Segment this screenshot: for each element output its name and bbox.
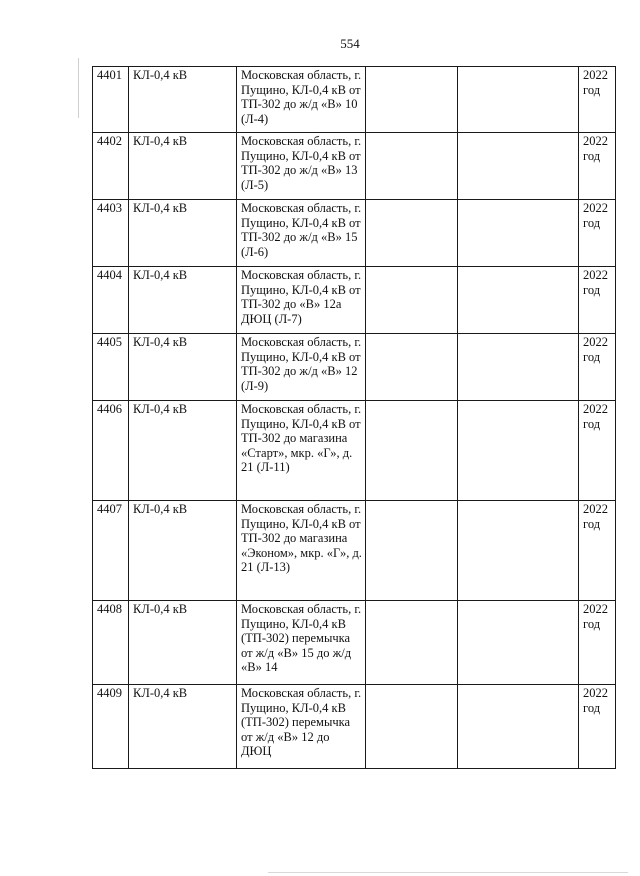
row-number: 4406 [93, 401, 129, 501]
empty-cell [366, 501, 458, 601]
empty-cell [458, 133, 579, 200]
empty-cell [458, 501, 579, 601]
year-cell: 2022 год [579, 267, 616, 334]
object-name: КЛ-0,4 кВ [129, 401, 237, 501]
object-name: КЛ-0,4 кВ [129, 601, 237, 685]
row-number: 4405 [93, 334, 129, 401]
table-row [93, 501, 616, 601]
row-number: 4401 [93, 67, 129, 133]
table-row [93, 200, 616, 267]
object-name: КЛ-0,4 кВ [129, 267, 237, 334]
table-row [93, 401, 616, 501]
object-address: Московская область, г. Пущино, КЛ-0,4 кВ (ТП-302) перемычка от ж/д «В» 15 до ж/д «В» 14 [237, 601, 366, 685]
object-address: Московская область, г. Пущино, КЛ-0,4 кВ от ТП-302 до магазина «Эконом», мкр. «Г», д. 21 (Л-13) [237, 501, 366, 601]
object-name: КЛ-0,4 кВ [129, 501, 237, 601]
empty-cell [458, 601, 579, 685]
row-number: 4403 [93, 200, 129, 267]
table-row [93, 334, 616, 401]
empty-cell [458, 67, 579, 133]
year-cell: 2022 год [579, 200, 616, 267]
empty-cell [366, 334, 458, 401]
year-cell: 2022 год [579, 401, 616, 501]
row-number: 4402 [93, 133, 129, 200]
object-address: Московская область, г. Пущино, КЛ-0,4 кВ от ТП-302 до ж/д «В» 13 (Л-5) [237, 133, 366, 200]
year-cell: 2022 год [579, 334, 616, 401]
page-number: 554 [340, 36, 360, 51]
empty-cell [458, 685, 579, 769]
row-number: 4404 [93, 267, 129, 334]
table-row [93, 67, 616, 133]
object-name: КЛ-0,4 кВ [129, 67, 237, 133]
table-row [93, 267, 616, 334]
object-address: Московская область, г. Пущино, КЛ-0,4 кВ (ТП-302) перемычка от ж/д «В» 12 до ДЮЦ [237, 685, 366, 769]
empty-cell [366, 267, 458, 334]
object-address: Московская область, г. Пущино, КЛ-0,4 кВ от ТП-302 до ж/д «В» 12 (Л-9) [237, 334, 366, 401]
year-cell: 2022 год [579, 133, 616, 200]
object-address: Московская область, г. Пущино, КЛ-0,4 кВ от ТП-302 до магазина «Старт», мкр. «Г», д. 21 (Л-11) [237, 401, 366, 501]
table-row [93, 133, 616, 200]
empty-cell [366, 200, 458, 267]
year-cell: 2022 год [579, 67, 616, 133]
object-name: КЛ-0,4 кВ [129, 133, 237, 200]
scan-edge-line [268, 872, 628, 873]
empty-cell [458, 267, 579, 334]
year-cell: 2022 год [579, 685, 616, 769]
empty-cell [366, 685, 458, 769]
empty-cell [366, 601, 458, 685]
object-name: КЛ-0,4 кВ [129, 334, 237, 401]
empty-cell [458, 334, 579, 401]
empty-cell [366, 67, 458, 133]
registry-table [92, 66, 616, 769]
object-address: Московская область, г. Пущино, КЛ-0,4 кВ от ТП-302 до ж/д «В» 15 (Л-6) [237, 200, 366, 267]
table-row [93, 685, 616, 769]
empty-cell [458, 401, 579, 501]
row-number: 4408 [93, 601, 129, 685]
empty-cell [366, 133, 458, 200]
empty-cell [458, 200, 579, 267]
object-address: Московская область, г. Пущино, КЛ-0,4 кВ от ТП-302 до «В» 12а ДЮЦ (Л-7) [237, 267, 366, 334]
object-address: Московская область, г. Пущино, КЛ-0,4 кВ от ТП-302 до ж/д «В» 10 (Л-4) [237, 67, 366, 133]
year-cell: 2022 год [579, 601, 616, 685]
row-number: 4407 [93, 501, 129, 601]
year-cell: 2022 год [579, 501, 616, 601]
table-row [93, 601, 616, 685]
object-name: КЛ-0,4 кВ [129, 200, 237, 267]
row-number: 4409 [93, 685, 129, 769]
object-name: КЛ-0,4 кВ [129, 685, 237, 769]
scan-edge-line [78, 58, 79, 118]
empty-cell [366, 401, 458, 501]
